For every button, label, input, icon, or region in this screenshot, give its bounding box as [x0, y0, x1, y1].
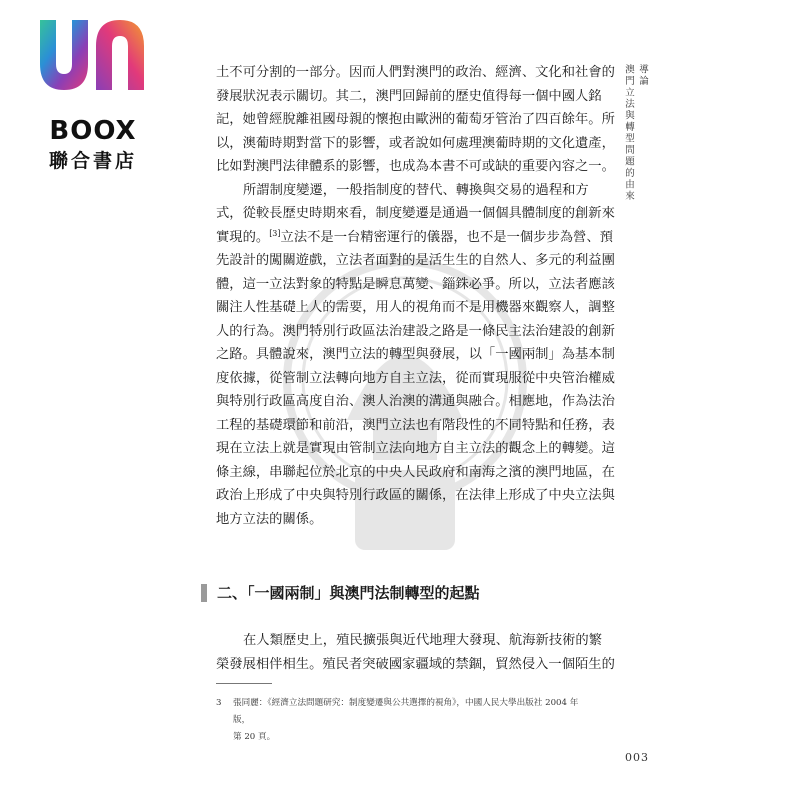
text-segment: 立法不是一台精密運行的儀器，也不是一個步步為營、預	[280, 229, 613, 245]
footnote-line: 第 20 頁。	[233, 732, 276, 742]
text-line: 現在立法上就是實現由管制立法向地方自主立法的觀念上的轉變。這	[216, 441, 615, 456]
text-line: 地方立法的關係。	[216, 511, 323, 527]
text-line: 發展狀況表示關切。其二，澳門回歸前的歷史值得每一個中國人銘	[216, 88, 602, 104]
page-number: 003	[625, 751, 649, 764]
footnote-ref: [3]	[269, 228, 281, 238]
running-head-title: 澳門立法與轉型問題的由來	[623, 64, 634, 202]
text-line: 在人類歷史上，殖民擴張與近代地理大發現、航海新技術的繁	[243, 633, 603, 648]
running-head	[616, 64, 656, 224]
text-segment: 實現的。	[216, 229, 270, 245]
footnote	[216, 695, 586, 746]
text-line: 記，她曾經脫離祖國母親的懷抱由歐洲的葡萄牙管治了四百餘年。所	[216, 112, 615, 127]
text-line: 之路。具體說來，澳門立法的轉型與發展，以「一國兩制」為基本制	[216, 347, 615, 362]
text-line: 工程的基礎環節和前沿，澳門立法也有階段性的不同特點和任務，表	[216, 417, 615, 433]
paragraph-3	[216, 629, 615, 676]
footnote-line: 張同麗：《經濟立法問題研究：制度變遷與公共選擇的視角》，中國人民大學出版社 2004 年版，	[233, 698, 579, 725]
text-line: 以，澳葡時期對當下的影響，或者說如何處理澳葡時期的文化遺產，	[216, 135, 615, 151]
text-line: 與特別行政區高度自治、澳人治澳的溝通與融合。相應地，作為法治	[216, 394, 615, 409]
text-line: 政治上形成了中央與特別行政區的關係，在法律上形成了中央立法與	[216, 488, 615, 503]
footnote-number: 3	[216, 698, 222, 708]
footnote-body	[233, 695, 586, 746]
text-line: 所謂制度變遷，一般指制度的替代、轉換與交易的過程和方	[243, 182, 589, 198]
logo-latin-text: BOOX	[49, 116, 137, 146]
text-line: 比如對澳門法律體系的影響，也成為本書不可或缺的重要內容之一。	[216, 159, 615, 174]
text-line: 榮發展相伴相生。殖民者突破國家疆域的禁錮，貿然侵入一個陌生的	[216, 656, 615, 672]
text-line: 條主線，串聯起位於北京的中央人民政府和南海之濱的澳門地區，在	[216, 464, 615, 480]
text-line: 土不可分割的一部分。因而人們對澳門的政治、經濟、文化和社會的	[216, 65, 615, 80]
text-line-with-ref	[216, 226, 613, 250]
text-line: 式，從較長歷史時期來看，制度變遷是通過一個個具體制度的創新來	[216, 206, 615, 221]
heading-bar-marker	[201, 584, 207, 602]
text-line: 先設計的闖關遊戲，立法者面對的是活生生的自然人、多元的利益團	[216, 253, 615, 268]
body-text-continued	[216, 629, 615, 676]
section-heading	[201, 580, 601, 606]
store-logo	[38, 18, 148, 172]
running-head-chapter: 導論	[637, 64, 648, 87]
footnote-divider	[216, 683, 272, 684]
paragraph-2	[216, 179, 615, 532]
logo-chinese-text: 聯合書店	[48, 150, 137, 172]
text-line: 人的行為。澳門特別行政區法治建設之路是一條民主法治建設的創新	[216, 323, 615, 339]
section-heading-text: 二、「一國兩制」與澳門法制轉型的起點	[217, 584, 480, 602]
paragraph-1	[216, 61, 615, 179]
text-line: 體，這一立法對象的特點是瞬息萬變、錙銖必爭。所以，立法者應該	[216, 276, 615, 292]
body-text	[216, 61, 615, 531]
text-line: 度依據，從管制立法轉向地方自主立法，從而實現服從中央管治權威	[216, 370, 615, 386]
un-logo-graphic	[38, 18, 148, 90]
text-line: 關注人性基礎上人的需要，用人的視角而不是用機器來觀察人，調整	[216, 300, 615, 315]
